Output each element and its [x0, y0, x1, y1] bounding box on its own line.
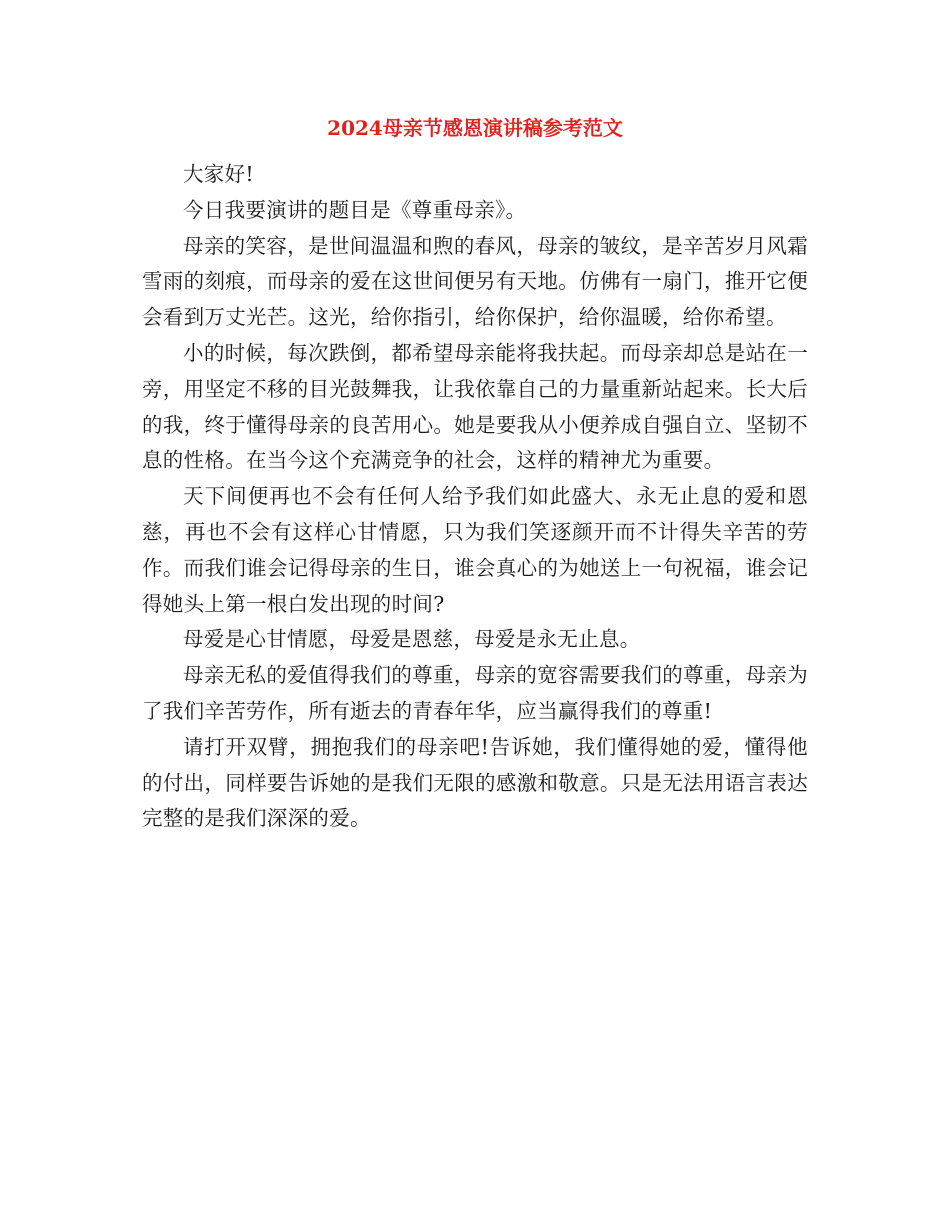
paragraph-childhood: 小的时候，每次跌倒，都希望母亲能将我扶起。而母亲却总是站在一旁，用坚定不移的目光鼓舞我，让我依靠自己的力量重新站起来。长大后的我，终于懂得母亲的良苦用心。她是要我从小便养成自强自立、坚韧不息的性格。在当今这个充满竞争的社会，这样的精神尤为重要。: [142, 340, 808, 473]
paragraph-mother-smile: 母亲的笑容，是世间温温和煦的春风，母亲的皱纹，是辛苦岁月风霜雪雨的刻痕，而母亲的爱在这世间便另有天地。仿佛有一扇门，推开它便会看到万丈光芒。这光，给你指引，给你保护，给你温暖，给你希望。: [142, 233, 808, 330]
paragraph-mother-love: 母爱是心甘情愿，母爱是恩慈，母爱是永无止息。: [183, 627, 641, 652]
paragraph-greeting: 大家好!: [183, 162, 254, 186]
paragraph-love-and-grace: 天下间便再也不会有任何人给予我们如此盛大、永无止息的爱和恩慈，再也不会有这样心甘情愿，只为我们笑逐颜开而不计得失辛苦的劳作。而我们谁会记得母亲的生日，谁会真心的为她送上一句祝福，谁会记得她头上第一根白发出现的时间?: [142, 484, 808, 616]
document-body: [142, 157, 808, 837]
paragraph-topic: 今日我要演讲的题目是《尊重母亲》。: [183, 197, 527, 222]
document-title: 2024母亲节感恩演讲稿参考范文: [327, 116, 623, 140]
paragraph-respect: 母亲无私的爱值得我们的尊重，母亲的宽容需要我们的尊重，母亲为了我们辛苦劳作，所有逝去的青春年华，应当赢得我们的尊重!: [142, 663, 808, 723]
paragraph-embrace: 请打开双臂，拥抱我们的母亲吧!告诉她，我们懂得她的爱，懂得他的付出，同样要告诉她的是我们无限的感激和敬意。只是无法用语言表达完整的是我们深深的爱。: [142, 734, 808, 831]
